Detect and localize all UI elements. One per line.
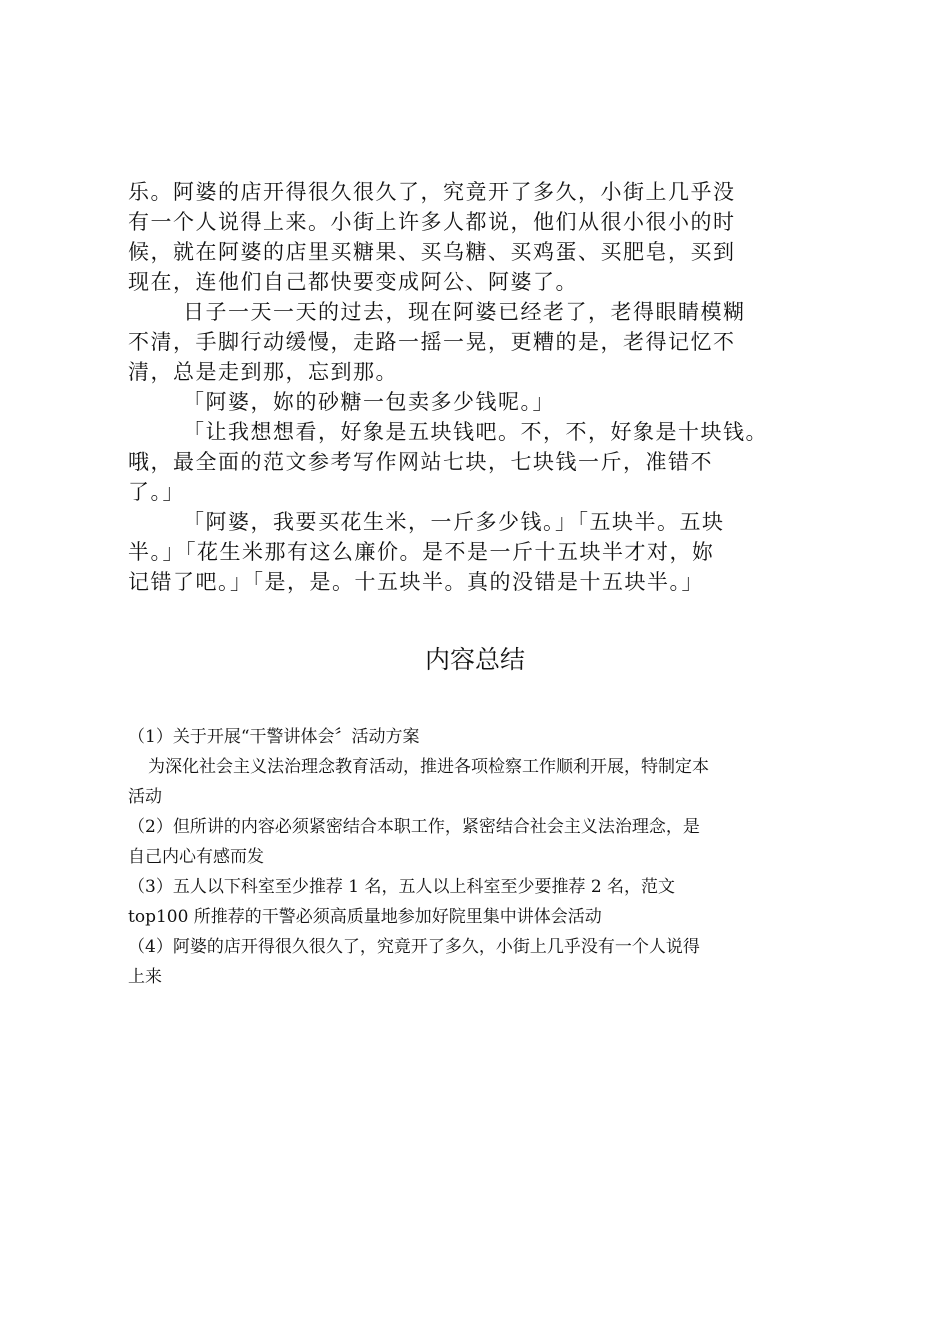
- story-line: 「让我想想看，好象是五块钱吧。不，不，好象是十块钱。: [183, 420, 768, 444]
- summary-line: （3）五人以下科室至少推荐 1 名，五人以上科室至少要推荐 2 名，范文: [128, 877, 676, 897]
- summary-title: 内容总结: [424, 645, 525, 674]
- story-line: 清，总是走到那，忘到那。: [128, 360, 398, 384]
- story-line: 日子一天一天的过去，现在阿婆已经老了，老得眼睛模糊: [183, 300, 746, 324]
- summary-line: 自己内心有感而发: [128, 847, 264, 867]
- story-line: 半。」「花生米那有这么廉价。是不是一斤十五块半才对，妳: [128, 540, 715, 564]
- summary-line: （4）阿婆的店开得很久很久了，究竟开了多久，小街上几乎没有一个人说得: [128, 937, 700, 957]
- summary-list: [128, 722, 848, 992]
- summary-line: （1）关于开展“干警讲体会〞活动方案: [128, 727, 420, 747]
- story-line: 有一个人说得上来。小街上许多人都说，他们从很小很小的时: [128, 210, 736, 234]
- story-text: [128, 177, 848, 597]
- story-line: 「阿婆，我要买花生米，一斤多少钱。」「五块半。五块: [183, 510, 725, 534]
- story-line: 哦，最全面的范文参考写作网站七块，七块钱一斤，准错不: [128, 450, 713, 474]
- summary-line: （2）但所讲的内容必须紧密结合本职工作，紧密结合社会主义法治理念，是: [128, 817, 700, 837]
- story-line: 「阿婆，妳的砂糖一包卖多少钱呢。」: [183, 390, 555, 414]
- story-line: 候，就在阿婆的店里买糖果、买乌糖、买鸡蛋、买肥皂，买到: [128, 240, 736, 264]
- summary-line: top100 所推荐的干警必须高质量地参加好院里集中讲体会活动: [128, 907, 602, 927]
- story-line: 记错了吧。」「是，是。十五块半。真的没错是十五块半。」: [128, 570, 704, 594]
- summary-line: 为深化社会主义法治理念教育活动，推进各项检察工作顺利开展，特制定本: [148, 757, 709, 777]
- story-line: 不清，手脚行动缓慢，走路一摇一晃，更糟的是，老得记忆不: [128, 330, 736, 354]
- story-line: 现在，连他们自己都快要变成阿公、阿婆了。: [128, 270, 578, 294]
- story-line: 乐。阿婆的店开得很久很久了，究竟开了多久，小街上几乎没: [128, 180, 736, 204]
- summary-line: 上来: [128, 967, 162, 987]
- summary-line: 活动: [128, 787, 162, 807]
- story-line: 了。」: [128, 480, 185, 504]
